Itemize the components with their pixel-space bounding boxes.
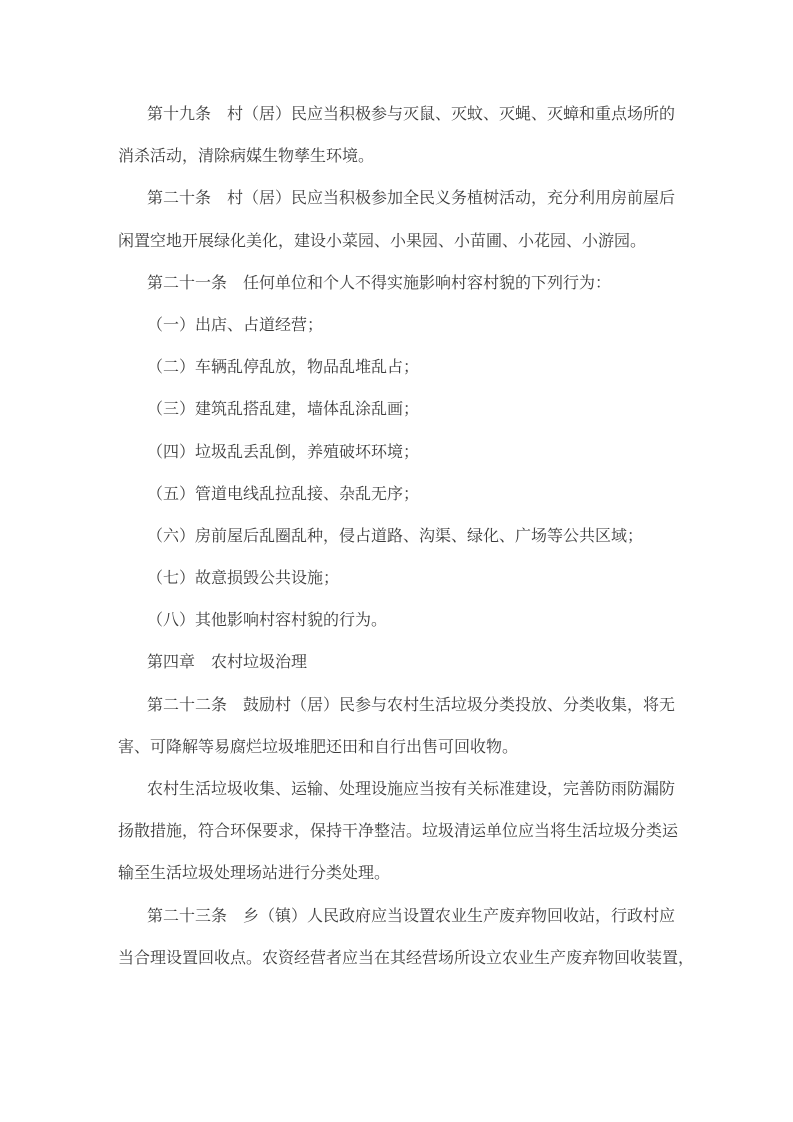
text-line: 害、可降解等易腐烂垃圾堆肥还田和自行出售可回收物。 [118, 738, 519, 756]
text-line: 消杀活动，清除病媒生物孳生环境。 [118, 148, 375, 166]
text-line-article-23: 第二十三条 乡（镇）人民政府应当设置农业生产废弃物回收站，行政村应 [147, 907, 676, 925]
text-line: 扬散措施，符合环保要求，保持干净整洁。垃圾清运单位应当将生活垃圾分类运 [118, 823, 679, 841]
text-line: 输至生活垃圾处理场站进行分类处理。 [118, 865, 391, 883]
text-line-item-1: （一）出店、占道经营； [147, 316, 324, 334]
document-text [118, 94, 718, 980]
text-line: 农村生活垃圾收集、运输、处理设施应当按有关标准建设，完善防雨防漏防 [147, 781, 676, 798]
text-line-item-8: （八）其他影响村容村貌的行为。 [147, 612, 388, 630]
text-line-item-7: （七）故意损毁公共设施； [147, 570, 340, 588]
text-line-item-2: （二）车辆乱停乱放，物品乱堆乱占； [147, 359, 420, 377]
chapter-heading: 第四章 农村垃圾治理 [147, 654, 308, 672]
text-line-article-22: 第二十二条 鼓励村（居）民参与农村生活垃圾分类投放、分类收集，将无 [147, 696, 676, 714]
text-line-item-5: （五）管道电线乱拉乱接、杂乱无序； [147, 485, 420, 503]
text-line-article-21: 第二十一条 任何单位和个人不得实施影响村容村貌的下列行为： [147, 274, 612, 292]
text-line-item-6: （六）房前屋后乱圈乱种，侵占道路、沟渠、绿化、广场等公共区域； [147, 527, 644, 545]
text-line-article-20: 第二十条 村（居）民应当积极参加全民义务植树活动，充分利用房前屋后 [147, 190, 676, 208]
text-line-item-3: （三）建筑乱搭乱建，墙体乱涂乱画； [147, 401, 420, 419]
text-line: 闲置空地开展绿化美化，建设小菜园、小果园、小苗圃、小花园、小游园。 [118, 232, 647, 250]
text-line: 当合理设置回收点。农资经营者应当在其经营场所设立农业生产废弃物回收装置， [118, 949, 695, 967]
text-line-item-4: （四）垃圾乱丢乱倒，养殖破坏环境； [147, 443, 420, 461]
text-line-article-19: 第十九条 村（居）民应当积极参与灭鼠、灭蚊、灭蝇、灭蟑和重点场所的 [147, 106, 676, 123]
